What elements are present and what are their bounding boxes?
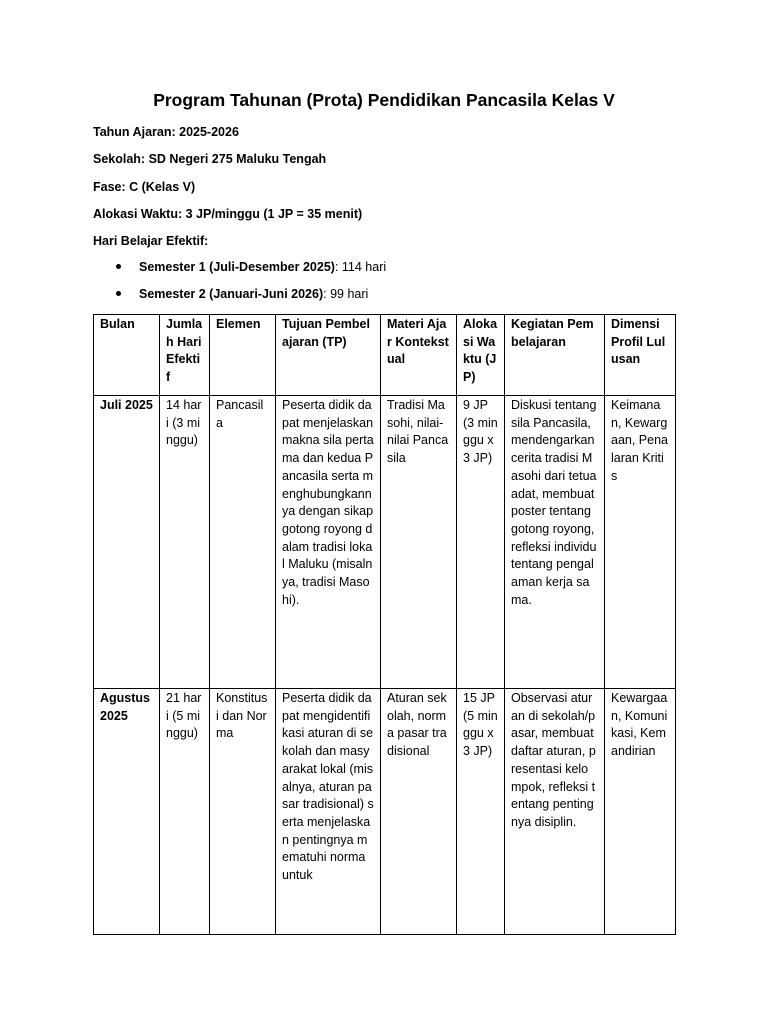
table-header-row [94, 315, 676, 396]
prota-table [93, 314, 676, 935]
header-kegiatan: Kegiatan Pembelajaran [505, 315, 605, 396]
fase: Fase: C (Kelas V) [93, 180, 196, 194]
semester-item [93, 258, 386, 285]
hari-efektif-label: Hari Belajar Efektif: [93, 234, 209, 248]
cell-tujuan: Peserta didik dapat menjelaskan makna sila pertama dan kedua Pancasila serta menghubungkannya dengan sikap gotong royong dalam tradisi lokal Maluku (misalnya, tradisi Masohi). [276, 396, 381, 689]
cell-bulan: Juli 2025 [94, 396, 160, 689]
cell-tujuan: Peserta didik dapat mengidentifikasi aturan di sekolah dan masyarakat lokal (misalnya, aturan pasar tradisional) serta menjelaskan pentingnya mematuhi norma untuk [276, 689, 381, 935]
sekolah: Sekolah: SD Negeri 275 Maluku Tengah [93, 152, 327, 166]
header-elemen: Elemen [210, 315, 276, 396]
header-materi: Materi Ajar Kontekstual [381, 315, 457, 396]
semester-colon: : [334, 260, 339, 274]
header-alokasi: Alokasi Waktu (JP) [457, 315, 505, 396]
semester-value: 114 hari [338, 260, 387, 274]
header-dimensi: Dimensi Profil Lulusan [605, 315, 676, 396]
cell-dimensi: Kewargaan, Komunikasi, Kemandirian [605, 689, 676, 935]
header-tujuan: Tujuan Pembelajaran (TP) [276, 315, 381, 396]
cell-hari: 14 hari (3 minggu) [160, 396, 210, 689]
semester-list [93, 258, 386, 312]
cell-kegiatan: Observasi aturan di sekolah/pasar, membuat daftar aturan, presentasi kelompok, refleksi tentang pentingnya disiplin. [505, 689, 605, 935]
semester-value: 99 hari [326, 287, 369, 301]
semester-colon: : [323, 287, 327, 301]
semester-label: Semester 1 (Juli-Desember 2025) [139, 260, 335, 274]
table-row [94, 689, 676, 935]
alokasi-waktu: Alokasi Waktu: 3 JP/minggu (1 JP = 35 menit) [93, 207, 363, 221]
cell-kegiatan: Diskusi tentang sila Pancasila, mendengarkan cerita tradisi Masohi dari tetua adat, membuat poster tentang gotong royong, refleksi individu tentang pengalaman kerja sama. [505, 396, 605, 689]
cell-elemen: Pancasila [210, 396, 276, 689]
cell-alokasi: 15 JP (5 minggu x 3 JP) [457, 689, 505, 935]
table-row [94, 396, 676, 689]
cell-hari: 21 hari (5 minggu) [160, 689, 210, 935]
document-title: Program Tahunan (Prota) Pendidikan Pancasila Kelas V [153, 90, 615, 110]
cell-elemen: Konstitusi dan Norma [210, 689, 276, 935]
cell-materi: Aturan sekolah, norma pasar tradisional [381, 689, 457, 935]
semester-label: Semester 2 (Januari-Juni 2026) [139, 287, 324, 301]
cell-materi: Tradisi Masohi, nilai-nilai Pancasila [381, 396, 457, 689]
cell-bulan: Agustus 2025 [94, 689, 160, 935]
header-jumlah-hari: Jumlah Hari Efektif [160, 315, 210, 396]
cell-alokasi: 9 JP (3 minggu x 3 JP) [457, 396, 505, 689]
cell-dimensi: Keimanan, Kewargaan, Penalaran Kritis [605, 396, 676, 689]
header-bulan: Bulan [94, 315, 160, 396]
semester-item [93, 285, 386, 312]
tahun-ajaran: Tahun Ajaran: 2025-2026 [93, 125, 239, 139]
